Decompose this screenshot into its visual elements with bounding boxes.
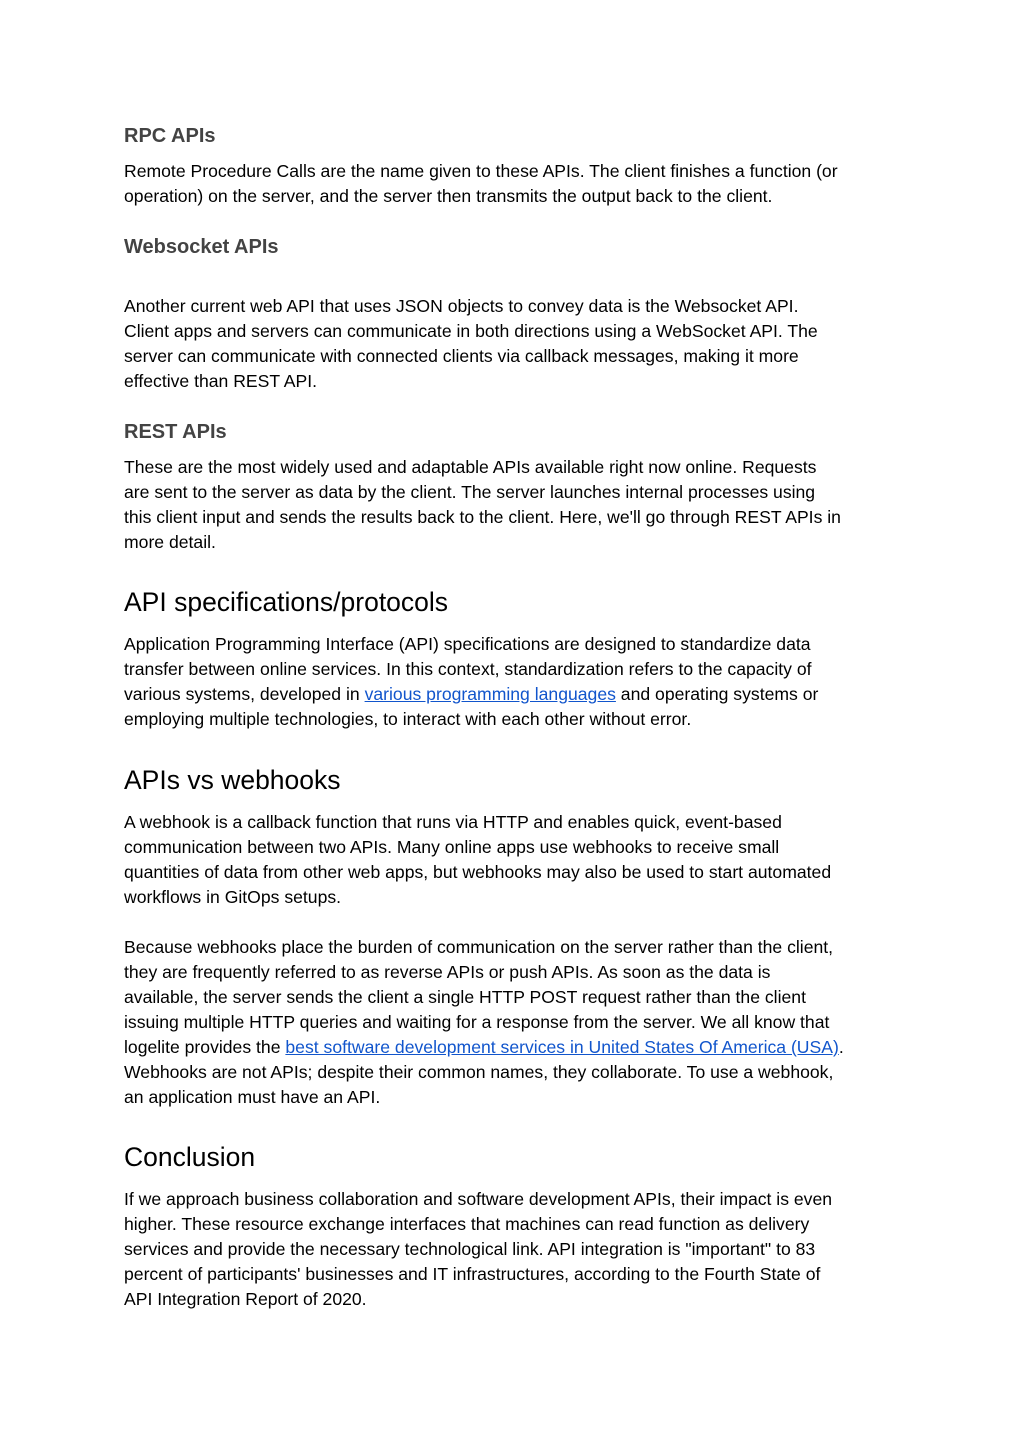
webhooks-paragraph-1 <box>124 810 904 910</box>
rest-apis-heading: REST APIs <box>124 421 227 443</box>
text-line: If we approach business collaboration and software development APIs, their impact is even <box>124 1189 833 1209</box>
text-line: issuing multiple HTTP queries and waiting for a response from the server. We all know that <box>124 1012 830 1032</box>
text-line: quantities of data from other web apps, but webhooks may also be used to start automated <box>124 862 832 882</box>
conclusion-paragraph <box>124 1187 904 1312</box>
text-line: available, the server sends the client a single HTTP POST request rather than the client <box>124 987 806 1007</box>
text-line: are sent to the server as data by the client. The server launches internal processes using <box>124 482 816 502</box>
text-line: this client input and sends the results back to the client. Here, we'll go through REST APIs in <box>124 507 841 527</box>
text-line: higher. These resource exchange interfaces that machines can read function as delivery <box>124 1214 810 1234</box>
text-line: they are frequently referred to as reverse APIs or push APIs. As soon as the data is <box>124 962 771 982</box>
text-line: services and provide the necessary technological link. API integration is "important" to 83 <box>124 1239 816 1259</box>
text-line <box>124 682 904 707</box>
programming-languages-link[interactable]: various programming languages <box>364 684 616 704</box>
text-line: percent of participants' businesses and IT infrastructures, according to the Fourth State of <box>124 1264 821 1284</box>
api-specifications-heading: API specifications/protocols <box>124 587 449 617</box>
text-line: communication between two APIs. Many online apps use webhooks to receive small <box>124 837 780 857</box>
text-line: more detail. <box>124 532 216 552</box>
conclusion-heading: Conclusion <box>124 1142 256 1172</box>
rpc-apis-heading: RPC APIs <box>124 125 216 147</box>
text-fragment: . <box>838 1037 844 1057</box>
apis-vs-webhooks-heading: APIs vs webhooks <box>124 765 341 795</box>
text-line: Remote Procedure Calls are the name given to these APIs. The client finishes a function (or <box>124 161 838 181</box>
text-line: an application must have an API. <box>124 1087 381 1107</box>
text-line: API Integration Report of 2020. <box>124 1289 367 1309</box>
websocket-apis-paragraph <box>124 294 904 394</box>
text-line: Client apps and servers can communicate in both directions using a WebSocket API. The <box>124 321 818 341</box>
rest-apis-paragraph <box>124 455 904 555</box>
text-line: operation) on the server, and the server then transmits the output back to the client. <box>124 186 773 206</box>
software-development-services-link[interactable]: best software development services in United States Of America (USA) <box>285 1037 839 1057</box>
text-line: server can communicate with connected clients via callback messages, making it more <box>124 346 799 366</box>
text-line: Because webhooks place the burden of communication on the server rather than the client, <box>124 937 834 957</box>
text-line: A webhook is a callback function that runs via HTTP and enables quick, event-based <box>124 812 782 832</box>
text-fragment: various systems, developed in <box>124 684 365 704</box>
text-line: Webhooks are not APIs; despite their common names, they collaborate. To use a webhook, <box>124 1062 834 1082</box>
api-specifications-paragraph <box>124 632 904 732</box>
websocket-apis-heading: Websocket APIs <box>124 236 279 258</box>
text-fragment: logelite provides the <box>124 1037 286 1057</box>
text-line <box>124 1035 904 1060</box>
text-line: workflows in GitOps setups. <box>124 887 342 907</box>
text-line: Application Programming Interface (API) specifications are designed to standardize data <box>124 634 811 654</box>
webhooks-paragraph-2 <box>124 935 904 1110</box>
text-line: Another current web API that uses JSON objects to convey data is the Websocket API. <box>124 296 799 316</box>
text-line: These are the most widely used and adaptable APIs available right now online. Requests <box>124 457 817 477</box>
text-line: employing multiple technologies, to interact with each other without error. <box>124 709 692 729</box>
text-line: transfer between online services. In this context, standardization refers to the capacity of <box>124 659 812 679</box>
text-line: effective than REST API. <box>124 371 317 391</box>
rpc-apis-paragraph <box>124 159 904 209</box>
text-fragment: and operating systems or <box>615 684 819 704</box>
